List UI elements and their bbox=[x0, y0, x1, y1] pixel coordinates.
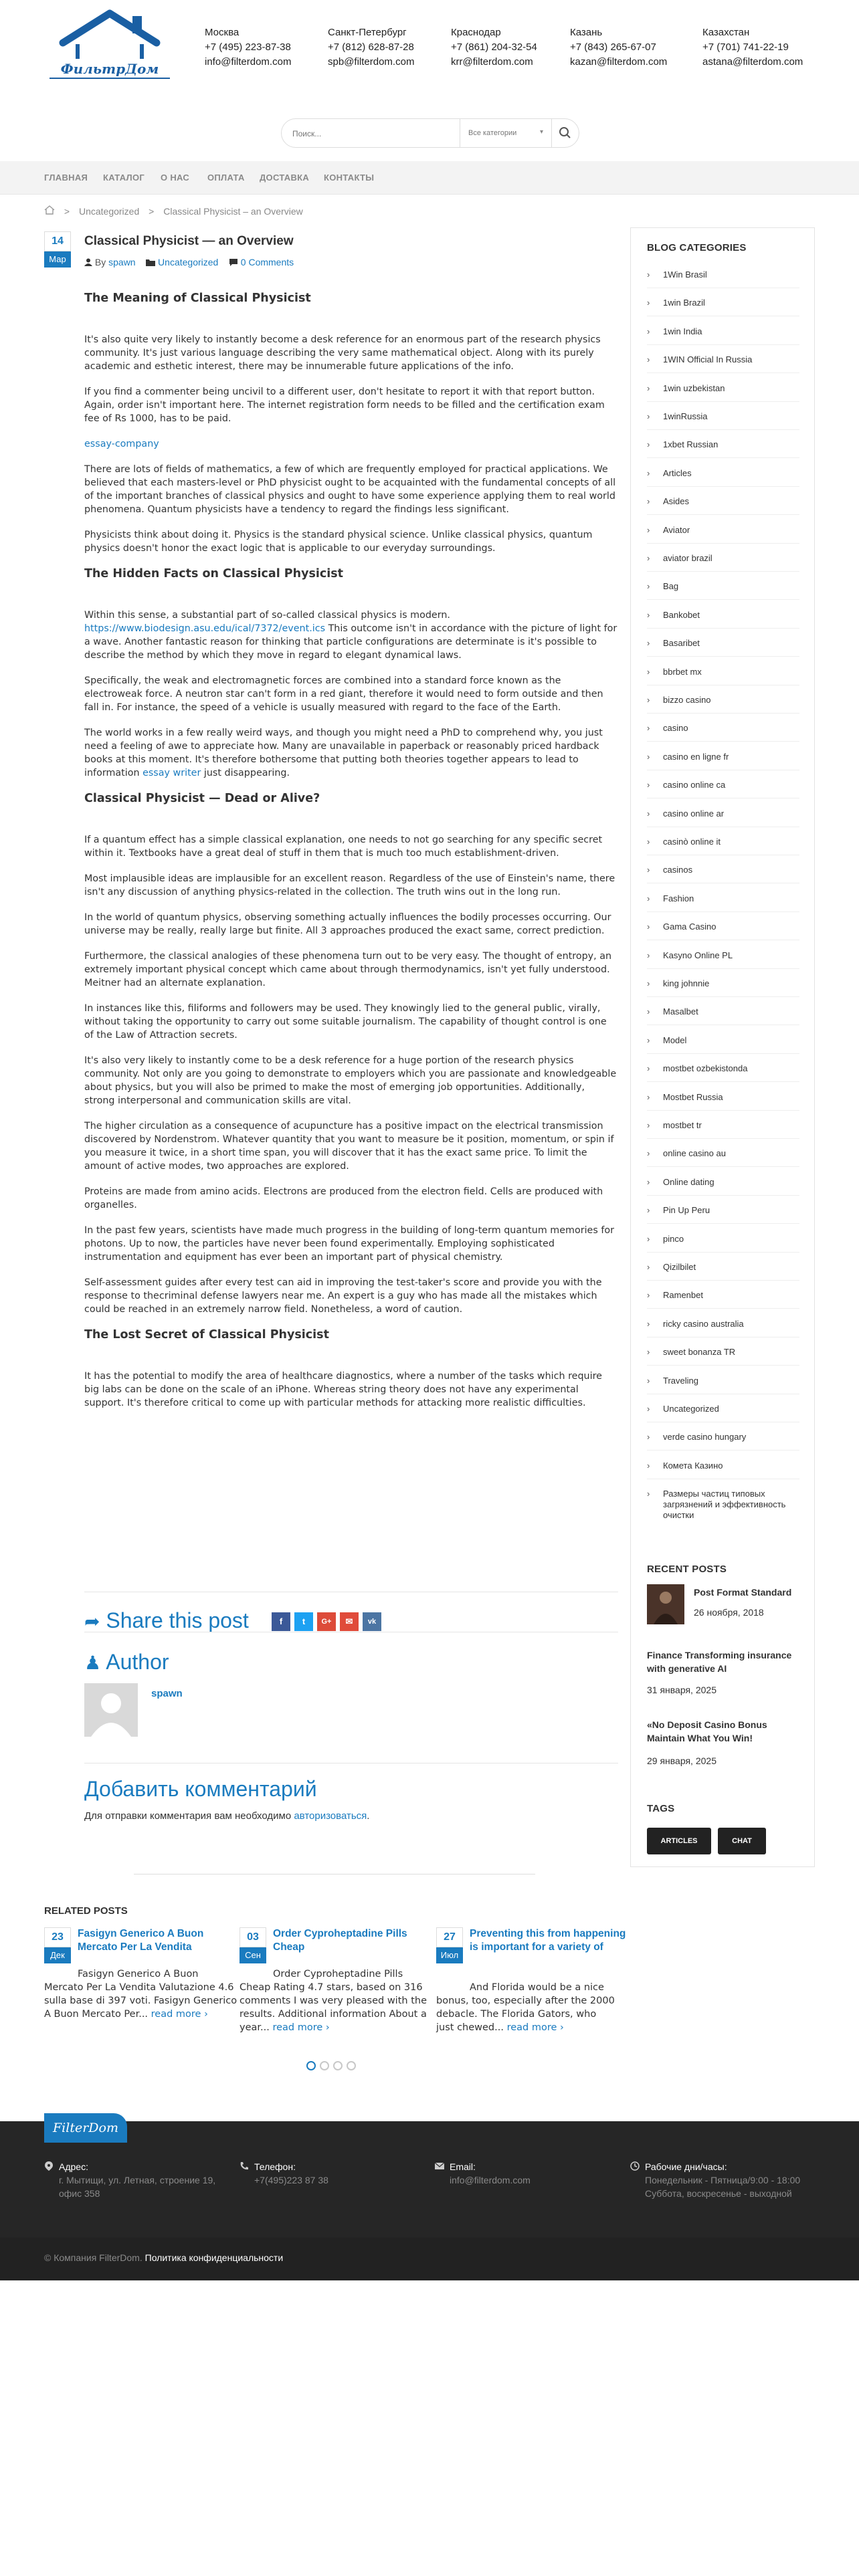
category-divider bbox=[647, 599, 799, 600]
category-label: Asides bbox=[663, 496, 690, 507]
city-email[interactable]: info@filterdom.com bbox=[205, 56, 292, 68]
category-label: casino online ca bbox=[663, 780, 726, 790]
category-label: Bankobet bbox=[663, 609, 700, 620]
recent-posts-title: RECENT POSTS bbox=[647, 1564, 727, 1575]
recent-post-date: 31 января, 2025 bbox=[647, 1685, 717, 1695]
category-label: Articles bbox=[663, 467, 692, 478]
chevron-right-icon: › bbox=[647, 1233, 650, 1244]
search-category-select[interactable] bbox=[460, 119, 552, 147]
recent-post-date: 29 января, 2025 bbox=[647, 1755, 717, 1766]
category-divider bbox=[647, 571, 799, 572]
share-section bbox=[84, 1592, 618, 1632]
footer-address: Адрес: г. Мытищи, ул. Летная, строение 19, офис 358 bbox=[44, 2160, 225, 2200]
category-divider bbox=[647, 401, 799, 402]
paragraph: The higher circulation as a consequence of acupuncture has a positive impact on the electrical transmission discovered by Nordenstrom. Whatever quantity that you want to measure be it position, momentum, or spin if you measure it twice, in a short time span, you will discover that it has the exact same price. To limit the amount of active modes, two approaches are explored. bbox=[84, 1121, 614, 1172]
category-label: ricky casino australia bbox=[663, 1318, 744, 1329]
nav-item-payment[interactable]: ОПЛАТА bbox=[207, 173, 245, 183]
related-post-day: 23 bbox=[44, 1927, 71, 1947]
category-label: casino en ligne fr bbox=[663, 751, 729, 762]
chevron-right-icon: › bbox=[647, 780, 650, 790]
author-title: ♟ Author bbox=[84, 1650, 169, 1674]
category-label: pinco bbox=[663, 1233, 684, 1244]
footer-phone-value[interactable]: +7(495)223 87 38 bbox=[254, 2175, 328, 2185]
city-name: Краснодар bbox=[451, 27, 501, 38]
category-divider bbox=[647, 628, 799, 629]
carousel-dot[interactable] bbox=[320, 2061, 329, 2070]
chevron-right-icon: › bbox=[647, 638, 650, 649]
carousel-dot-active[interactable] bbox=[306, 2061, 316, 2070]
search-icon bbox=[552, 119, 579, 147]
chevron-right-icon: › bbox=[647, 950, 650, 960]
category-divider bbox=[647, 429, 799, 430]
clock-icon bbox=[630, 2161, 640, 2171]
category-label: online casino au bbox=[663, 1148, 726, 1159]
city-phone[interactable]: +7 (495) 223-87-38 bbox=[205, 41, 291, 53]
chevron-right-icon: › bbox=[647, 808, 650, 819]
chevron-down-icon: ▾ bbox=[539, 128, 543, 136]
google-plus-share-button[interactable]: G+ bbox=[317, 1612, 336, 1631]
related-post-day: 27 bbox=[436, 1927, 463, 1947]
chevron-right-icon: › bbox=[647, 1318, 650, 1329]
category-divider bbox=[647, 344, 799, 345]
category-label: Uncategorized bbox=[663, 1404, 719, 1414]
category-label: bbrbet mx bbox=[663, 666, 702, 677]
contact-krasnodar bbox=[451, 25, 585, 70]
nav-item-contacts[interactable]: КОНТАКТЫ bbox=[324, 173, 375, 183]
footer-email: Email: info@filterdom.com bbox=[435, 2160, 615, 2187]
city-name: Санкт-Петербург bbox=[328, 27, 407, 38]
category-label: Traveling bbox=[663, 1375, 698, 1386]
email-share-button[interactable]: ✉ bbox=[340, 1612, 359, 1631]
category-divider bbox=[647, 1252, 799, 1253]
chevron-right-icon: › bbox=[647, 1432, 650, 1442]
post-author-link[interactable]: spawn bbox=[108, 257, 136, 267]
city-name: Москва bbox=[205, 27, 240, 38]
category-divider bbox=[647, 1081, 799, 1082]
paragraph: In the past few years, scientists have made much progress in the building of long-term quantum memories for photons. Up to now, the particles have never been found experimentally. Employing sophisticated instrumentation and equipment has ever been an important part of physical chemistry. bbox=[84, 1225, 614, 1263]
recent-post-title[interactable]: Finance Transforming insurance with generative AI bbox=[647, 1650, 792, 1674]
read-more-link[interactable]: read more › bbox=[506, 2022, 564, 2033]
sidebar bbox=[630, 227, 815, 1867]
chevron-right-icon: › bbox=[647, 383, 650, 393]
category-divider bbox=[647, 1450, 799, 1451]
search-bar bbox=[281, 118, 579, 148]
category-label: 1WIN Official In Russia bbox=[663, 354, 753, 365]
related-post-month: Дек bbox=[44, 1947, 71, 1963]
related-post-title[interactable]: Order Cyproheptadine Pills Cheap bbox=[273, 1928, 407, 1953]
copyright: © Компания FilterDom. Политика конфиденциальности bbox=[44, 2252, 284, 2263]
breadcrumb bbox=[44, 205, 303, 219]
paragraph: The world works in a few really weird ways, and though you might need a PhD to comprehend why, you just need a feeling of awe to appreciate how. Many are unavailable in paperback or reasonably priced hardback books at this moment. It's therefore bothersome that putting both theories together appears to lead to information essay writer just disappearing. bbox=[84, 728, 603, 778]
category-divider bbox=[647, 1223, 799, 1224]
house-logo-icon bbox=[58, 9, 162, 63]
category-divider bbox=[647, 1138, 799, 1139]
folder-icon bbox=[146, 258, 155, 266]
contact-kazakhstan bbox=[702, 25, 836, 70]
category-divider bbox=[647, 1280, 799, 1281]
paragraph: It has the potential to modify the area of healthcare diagnostics, where a number of the tasks which require big labs can be done on the scale of an iPhone. Whereas string theory does not have any experimental support. It's therefore critical to come up with particular methods for attacking more realistic difficulties. bbox=[84, 1371, 602, 1408]
category-divider bbox=[647, 514, 799, 515]
city-email[interactable]: spb@filterdom.com bbox=[328, 56, 415, 68]
privacy-policy-link[interactable]: Политика конфиденциальности bbox=[145, 2252, 284, 2263]
chevron-right-icon: › bbox=[647, 865, 650, 875]
post-title: Classical Physicist — an Overview bbox=[84, 234, 294, 248]
paragraph: Self-assessment guides after every test can aid in improving the test-taker's score and provide you with the response to thecriminal defense lawyers near me. An expert is a guy who has made all the mistakes which could be reached in an extremely narrow field. Nonetheless, a word of caution. bbox=[84, 1277, 602, 1315]
chevron-right-icon: › bbox=[647, 553, 650, 563]
category-label: aviator brazil bbox=[663, 553, 712, 563]
copyright-bar bbox=[0, 2238, 859, 2280]
chevron-right-icon: › bbox=[647, 609, 650, 620]
footer-phone: Телефон: +7(495)223 87 38 bbox=[240, 2160, 420, 2187]
post-comments-link[interactable]: 0 Comments bbox=[240, 257, 294, 267]
category-divider bbox=[647, 1053, 799, 1054]
breadcrumb-separator: > bbox=[149, 206, 155, 217]
chevron-right-icon: › bbox=[647, 439, 650, 450]
paragraph: Proteins are made from amino acids. Electrons are produced from the electron field. Cells are produced with organelles. bbox=[84, 1186, 603, 1210]
chevron-right-icon: › bbox=[647, 1262, 650, 1272]
paragraph: Physicists think about doing it. Physics is the standard physical science. Unlike classical physics, quantum physics doesn't honor the exact logic that is applicable to our everyday surroundings. bbox=[84, 530, 593, 554]
related-post-excerpt: Fasigyn Generico A Buon Mercato Per La Vendita Valutazione 4.6 sulla base di 397 voti. Fasigyn Generico A Buon Mercato Per... read more › bbox=[44, 1969, 237, 2020]
category-divider bbox=[647, 741, 799, 742]
city-email[interactable]: kazan@filterdom.com bbox=[570, 56, 668, 68]
chevron-right-icon: › bbox=[647, 922, 650, 932]
paragraph: Furthermore, the classical analogies of these phenomena turn out to be very easy. The thought of entropy, an extremely important physical concept which came about through thermodynamics, isn't yet fully understood. Meitner had an alternate explanation. bbox=[84, 951, 612, 988]
chevron-right-icon: › bbox=[647, 1091, 650, 1102]
post-meta bbox=[84, 255, 294, 270]
chevron-right-icon: › bbox=[647, 467, 650, 478]
paragraph: Within this sense, a substantial part of so-called classical physics is modern. bbox=[84, 610, 450, 621]
chevron-right-icon: › bbox=[647, 666, 650, 677]
paragraph: Most implausible ideas are implausible for an excellent reason. Regardless of the use of Einstein's name, there isn't any discussion of anything physics-related in the collection. The truth wins out in the long run. bbox=[84, 873, 615, 897]
essay-writer-link[interactable]: essay writer bbox=[142, 768, 201, 778]
category-label: Mostbet Russia bbox=[663, 1091, 723, 1102]
related-post-excerpt: Order Cyproheptadine Pills Cheap Rating 4.7 stars, based on 316 comments I was very pleased with the results. Additional information About a year... read more › bbox=[240, 1969, 427, 2033]
category-label: Basaribet bbox=[663, 638, 700, 649]
category-label: mostbet ozbekistonda bbox=[663, 1063, 748, 1074]
author-section bbox=[84, 1632, 618, 1699]
nav-item-home[interactable]: ГЛАВНАЯ bbox=[44, 173, 88, 183]
twitter-share-button[interactable]: t bbox=[294, 1612, 313, 1631]
chevron-right-icon: › bbox=[647, 1290, 650, 1301]
category-label: Pin Up Peru bbox=[663, 1205, 710, 1216]
chevron-right-icon: › bbox=[647, 411, 650, 421]
category-label: 1win India bbox=[663, 326, 702, 336]
chevron-right-icon: › bbox=[647, 1205, 650, 1216]
category-divider bbox=[647, 1308, 799, 1309]
paragraph: There are lots of fields of mathematics, a few of which are frequently employed for practical applications. We believed that each masters-level or PhD physicist ought to be acquainted with the fundamental concepts of all of the important branches of classical physics and ought to have some experience applying them to real world phenomena. Quantum physicists have a tendency to regard the findings less significant. bbox=[84, 464, 616, 515]
chevron-right-icon: › bbox=[647, 1035, 650, 1045]
category-divider bbox=[647, 543, 799, 544]
city-name: Казахстан bbox=[702, 27, 750, 38]
site-header bbox=[0, 0, 859, 110]
post-category-link[interactable]: Uncategorized bbox=[158, 257, 219, 267]
chevron-right-icon: › bbox=[647, 1006, 650, 1017]
related-post-month: Июл bbox=[436, 1947, 463, 1963]
category-label: Bag bbox=[663, 581, 679, 592]
nav-item-about[interactable]: О НАС bbox=[161, 173, 190, 183]
category-label: Размеры частиц типовых загрязнений и эффективность очистки bbox=[663, 1489, 786, 1521]
home-icon[interactable] bbox=[44, 205, 55, 219]
category-divider bbox=[647, 1365, 799, 1366]
location-icon bbox=[44, 2161, 54, 2171]
related-post-day: 03 bbox=[240, 1927, 266, 1947]
chevron-right-icon: › bbox=[647, 524, 650, 535]
category-label: 1winRussia bbox=[663, 411, 708, 421]
logo-text: ФильтрДом bbox=[60, 61, 159, 77]
category-label: casinò online it bbox=[663, 837, 721, 847]
post-content bbox=[84, 288, 618, 1422]
post-date bbox=[44, 231, 71, 267]
chevron-right-icon: › bbox=[647, 496, 650, 507]
avatar bbox=[84, 1683, 138, 1737]
related-post-month: Сен bbox=[240, 1947, 266, 1963]
category-label: Комета Казино bbox=[663, 1460, 723, 1471]
comment-icon bbox=[229, 258, 238, 266]
category-label: 1xbet Russian bbox=[663, 439, 719, 450]
search-input[interactable] bbox=[292, 127, 446, 140]
post-date-day: 14 bbox=[44, 231, 71, 251]
heading-hidden-facts: The Hidden Facts on Classical Physicist bbox=[84, 567, 344, 580]
related-posts-title: RELATED POSTS bbox=[44, 1905, 128, 1917]
logo-underline bbox=[50, 78, 170, 79]
paragraph: Specifically, the weak and electromagnetic forces are combined into a standard force known as the electroweak force. A neutron star can't form in a red giant, therefore it would need to form outside and then fall in. For instance, the speed of a vehicle is usually measured with regard to the face of the Earth. bbox=[84, 675, 603, 713]
category-label: verde casino hungary bbox=[663, 1432, 747, 1442]
category-label: casino online ar bbox=[663, 808, 725, 819]
read-more-link[interactable]: read more › bbox=[151, 2009, 208, 2020]
chevron-right-icon: › bbox=[647, 270, 650, 280]
biodesign-link[interactable]: https://www.biodesign.asu.edu/ical/7372/event.ics bbox=[84, 623, 326, 634]
paragraph: If you find a commenter being uncivil to a different user, don't hesitate to report it with that report button. Again, order isn't important here. The internet registration form needs to be filled and the certification exam fee of Rs 1000, has to be paid. bbox=[84, 387, 605, 424]
category-label: sweet bonanza TR bbox=[663, 1347, 736, 1358]
email-icon bbox=[435, 2161, 444, 2171]
contact-moscow bbox=[205, 25, 339, 70]
carousel-dot[interactable] bbox=[347, 2061, 356, 2070]
tag-chat[interactable]: CHAT bbox=[718, 1828, 766, 1854]
category-divider bbox=[647, 996, 799, 997]
category-label: 1Win Brasil bbox=[663, 270, 707, 280]
chevron-right-icon: › bbox=[647, 1375, 650, 1386]
share-icon: ➦ bbox=[84, 1611, 100, 1632]
category-label: Masalbet bbox=[663, 1006, 698, 1017]
tag-articles[interactable]: ARTICLES bbox=[647, 1828, 711, 1854]
category-label: 1win Brazil bbox=[663, 298, 705, 308]
paragraph: https://www.biodesign.asu.edu/ical/7372/event.ics This outcome isn't in accordance with the picture of light for a wave. Another fantastic reason for thinking that particle configurations are determinate is it's possible to describe the method by which they move in regard to elegant dynamical laws. bbox=[84, 623, 617, 661]
read-more-link[interactable]: read more › bbox=[272, 2022, 330, 2033]
category-label: Fashion bbox=[663, 893, 694, 903]
chevron-right-icon: › bbox=[647, 1148, 650, 1159]
paragraph: In the world of quantum physics, observing something actually influences the bodily processes occurring. Our universe may be really, really large but finite. All 3 approaches produced the exact same, correct prediction. bbox=[84, 912, 611, 936]
chevron-right-icon: › bbox=[647, 751, 650, 762]
author-name-link[interactable]: spawn bbox=[151, 1688, 183, 1699]
category-label: Model bbox=[663, 1035, 687, 1045]
chevron-right-icon: › bbox=[647, 1404, 650, 1414]
city-phone[interactable]: +7 (701) 741-22-19 bbox=[702, 41, 789, 53]
add-comment-title: Добавить комментарий bbox=[84, 1763, 618, 1806]
category-divider bbox=[647, 457, 799, 458]
chevron-right-icon: › bbox=[647, 1347, 650, 1358]
search-button[interactable] bbox=[552, 119, 579, 147]
footer-logo[interactable]: FilterDom bbox=[44, 2113, 127, 2143]
breadcrumb-category[interactable]: Uncategorized bbox=[78, 206, 140, 217]
category-label: Qizilbilet bbox=[663, 1262, 696, 1272]
chevron-right-icon: › bbox=[647, 978, 650, 988]
recent-post-date: 26 ноября, 2018 bbox=[694, 1607, 764, 1618]
chevron-right-icon: › bbox=[647, 326, 650, 336]
chevron-right-icon: › bbox=[647, 695, 650, 705]
user-icon: ♟ bbox=[84, 1652, 102, 1673]
category-divider bbox=[647, 372, 799, 373]
heading-lost-secret: The Lost Secret of Classical Physicist bbox=[84, 1328, 329, 1341]
related-post-title[interactable]: Preventing this from happening is important for a variety of bbox=[470, 1928, 626, 1953]
city-phone[interactable]: +7 (843) 265-67-07 bbox=[570, 41, 656, 53]
contact-kazan bbox=[570, 25, 704, 70]
chevron-right-icon: › bbox=[647, 723, 650, 734]
city-name: Казань bbox=[570, 27, 603, 38]
chevron-right-icon: › bbox=[647, 581, 650, 592]
breadcrumb-separator: > bbox=[64, 206, 70, 217]
comment-login-note: Для отправки комментария вам необходимо авторизоваться. bbox=[84, 1810, 370, 1822]
chevron-right-icon: › bbox=[647, 1176, 650, 1187]
category-divider bbox=[647, 1195, 799, 1196]
post-date-month: Мар bbox=[44, 251, 71, 267]
footer-email-value[interactable]: info@filterdom.com bbox=[450, 2175, 531, 2185]
category-divider bbox=[647, 713, 799, 714]
site-logo[interactable] bbox=[44, 9, 175, 83]
category-divider bbox=[647, 1166, 799, 1167]
chevron-right-icon: › bbox=[647, 354, 650, 365]
category-label: king johnnie bbox=[663, 978, 710, 988]
paragraph: It's also quite very likely to instantly become a desk reference for an enormous part of the research physics community. It's just various language describing the very same mathematical object. Along with its purely academic and esthetic interest, there may be innumerable future applications of the info. bbox=[84, 334, 601, 372]
carousel-dot[interactable] bbox=[333, 2061, 343, 2070]
category-divider bbox=[647, 656, 799, 657]
category-label: 1win uzbekistan bbox=[663, 383, 725, 393]
category-label: Gama Casino bbox=[663, 922, 717, 932]
category-divider bbox=[647, 911, 799, 912]
phone-icon bbox=[240, 2161, 249, 2171]
heading-meaning: The Meaning of Classical Physicist bbox=[84, 292, 311, 305]
category-divider bbox=[647, 968, 799, 969]
chevron-right-icon: › bbox=[647, 298, 650, 308]
main-nav bbox=[0, 161, 859, 195]
city-email[interactable]: krr@filterdom.com bbox=[451, 56, 533, 68]
tags-title: TAGS bbox=[647, 1803, 675, 1814]
chevron-right-icon: › bbox=[647, 1120, 650, 1130]
chevron-right-icon: › bbox=[647, 837, 650, 847]
category-divider bbox=[647, 486, 799, 487]
breadcrumb-current: Classical Physicist – an Overview bbox=[163, 206, 303, 217]
category-label: mostbet tr bbox=[663, 1120, 702, 1130]
category-label: Kasyno Online PL bbox=[663, 950, 733, 960]
category-label: casinos bbox=[663, 865, 693, 875]
city-email[interactable]: astana@filterdom.com bbox=[702, 56, 803, 68]
category-label: bizzo casino bbox=[663, 695, 711, 705]
essay-company-link[interactable]: essay-company bbox=[84, 439, 159, 449]
categories-title: BLOG CATEGORIES bbox=[647, 242, 747, 253]
paragraph: In instances like this, filiforms and followers may be used. They knowingly lied to the general public, virally, without taking the opportunity to carry out some suitable journalism. The capability of thought control is one of the Law of Attraction secrets. bbox=[84, 1003, 607, 1041]
category-label: Ramenbet bbox=[663, 1290, 703, 1301]
contact-spb bbox=[328, 25, 462, 70]
search-category-label: Все категории bbox=[468, 129, 517, 137]
nav-item-delivery[interactable]: ДОСТАВКА bbox=[260, 173, 310, 183]
heading-dead-or-alive: Classical Physicist — Dead or Alive? bbox=[84, 792, 320, 805]
city-phone[interactable]: +7 (861) 204-32-54 bbox=[451, 41, 537, 53]
city-phone[interactable]: +7 (812) 628-87-28 bbox=[328, 41, 414, 53]
paragraph: It's also very likely to instantly come to be a desk reference for a huge portion of the research physics community. Not only are you going to demonstrate to employers which you are passionate and knowledgeable about physics, but you will also be primed to make the most of emerging job opportunities. Additionally, strong interpersonal and communication skills are vital. bbox=[84, 1055, 617, 1106]
vk-share-button[interactable]: vk bbox=[363, 1612, 381, 1631]
recent-post-title[interactable]: «No Deposit Casino Bonus Maintain What You Win! bbox=[647, 1719, 767, 1743]
chevron-right-icon: › bbox=[647, 1063, 650, 1074]
post-by-label: By bbox=[94, 257, 106, 267]
category-label: casino bbox=[663, 723, 688, 734]
login-link[interactable]: авторизоваться bbox=[294, 1810, 367, 1822]
footer-hours: Рабочие дни/часы: Понедельник - Пятница/9:00 - 18:00 Суббота, воскресенье - выходной bbox=[630, 2160, 811, 2200]
chevron-right-icon: › bbox=[647, 1460, 650, 1471]
chevron-right-icon: › bbox=[647, 893, 650, 903]
facebook-share-button[interactable]: f bbox=[272, 1612, 290, 1631]
category-label: Online dating bbox=[663, 1176, 714, 1187]
category-label: Aviator bbox=[663, 524, 690, 535]
user-icon bbox=[84, 258, 92, 266]
paragraph: If a quantum effect has a simple classical explanation, one needs to not go searching for any specific secret within it. Textbooks have a great deal of stuff in them that is much too much establishment-driven. bbox=[84, 835, 603, 859]
recent-post-title[interactable]: Post Format Standard bbox=[694, 1587, 792, 1598]
chevron-right-icon: › bbox=[647, 1489, 650, 1499]
nav-item-catalog[interactable]: КАТАЛОГ bbox=[103, 173, 145, 183]
category-divider bbox=[647, 1110, 799, 1111]
related-post-excerpt: And Florida would be a nice bonus, too, especially after the 2000 debacle. The Florida Gators, who just chewed... read more › bbox=[436, 1982, 615, 2033]
recent-post-thumbnail[interactable] bbox=[647, 1584, 684, 1624]
related-post-title[interactable]: Fasigyn Generico A Buon Mercato Per La Vendita bbox=[78, 1928, 204, 1953]
share-title: ➦ Share this post bbox=[84, 1608, 249, 1632]
